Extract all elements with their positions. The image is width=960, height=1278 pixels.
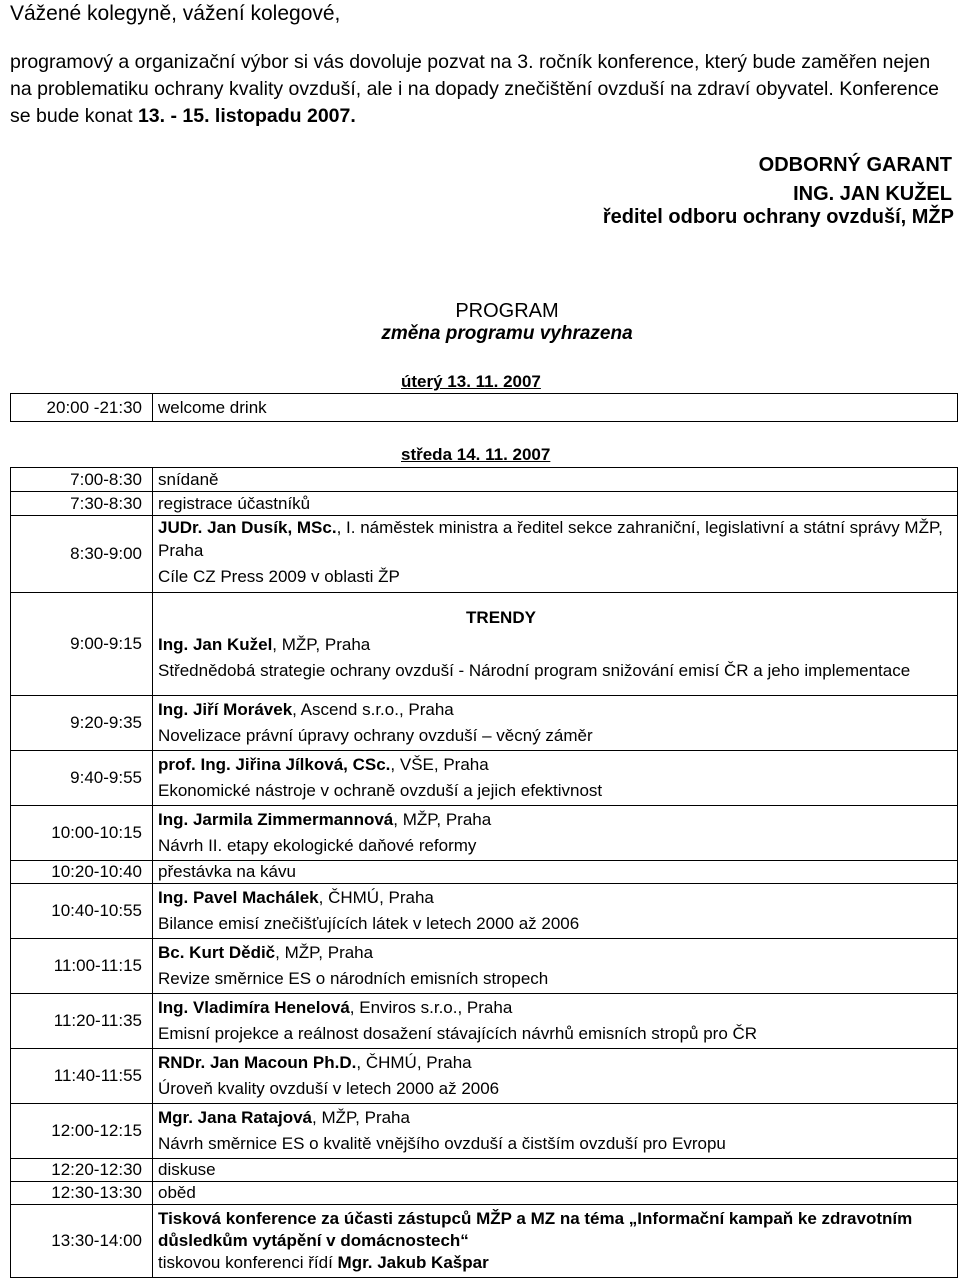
table-row [11,492,958,516]
item-cell [153,1049,958,1104]
talk-topic: Emisní projekce a reálnost dosažení stávajících návrhů emisních stropů pro ČR [158,1024,758,1043]
speaker-affiliation: , Ascend s.r.o., Praha [292,700,454,719]
time-cell: 7:30-8:30 [11,492,153,516]
talk-topic: Revize směrnice ES o národních emisních stropech [158,969,549,988]
time-cell: 12:30-13:30 [11,1182,153,1205]
speaker-name: Ing. Vladimíra Henelová [158,998,350,1017]
time-cell: 9:20-9:35 [11,696,153,751]
talk-topic: Novelizace právní úpravy ochrany ovzduší – věcný záměr [158,726,593,745]
time-cell: 11:20-11:35 [11,994,153,1049]
item-cell: diskuse [153,1159,958,1182]
time-cell: 12:20-12:30 [11,1159,153,1182]
speaker-name: Ing. Jan Kužel [158,635,273,654]
speaker-affiliation: , MŽP, Praha [393,810,492,829]
speaker-name: Ing. Jiří Morávek [158,700,293,719]
greeting: Vážené kolegyně, vážení kolegové, [10,2,341,25]
table-row [11,751,958,806]
time-cell: 10:40-10:55 [11,884,153,939]
time-cell: 9:40-9:55 [11,751,153,806]
speaker-name: prof. Ing. Jiřina Jílková, CSc. [158,755,391,774]
item-cell [153,516,958,593]
time-cell: 13:30-14:00 [11,1205,153,1278]
table-row [11,994,958,1049]
day2-table [10,467,958,1278]
time-cell: 10:20-10:40 [11,861,153,884]
program-title: PROGRAM [455,300,559,322]
speaker-affiliation: , MŽP, Praha [275,943,374,962]
day2-label: středa 14. 11. 2007 [401,445,551,464]
table-row [11,468,958,492]
garant-title: ODBORNÝ GARANT [758,154,952,176]
speaker-affiliation: , VŠE, Praha [390,755,489,774]
time-cell: 12:00-12:15 [11,1104,153,1159]
day1-table [10,393,958,422]
intro-text: programový a organizační výbor si vás dovoluje pozvat na 3. ročník konference, který bude zaměřen nejen na problematiku ochrany kvality ovzduší, ale i na dopady znečištění ovzduší na zdraví obyvatel. Konference se bude konat [10,51,939,127]
speaker-name: Ing. Jarmila Zimmermannová [158,810,394,829]
speaker-affiliation: , MŽP, Praha [272,635,371,654]
time-cell: 10:00-10:15 [11,806,153,861]
press-moderator-name: Mgr. Jakub Kašpar [337,1253,489,1272]
table-row [11,516,958,593]
item-cell [153,994,958,1049]
speaker-name: Ing. Pavel Machálek [158,888,319,907]
time-cell: 11:40-11:55 [11,1049,153,1104]
conference-dates: 13. - 15. listopadu 2007. [137,105,356,127]
item-cell: welcome drink [153,394,958,422]
item-cell: oběd [153,1182,958,1205]
day1-label: úterý 13. 11. 2007 [401,372,541,391]
press-conference-title: Tisková konference za účasti zástupců MŽP a MZ na téma „Informační kampaň ke zdravotním důsledkům vytápění v domácnostech“ [158,1209,913,1250]
section-trendy: TRENDY [466,608,536,627]
speaker-affiliation: , Enviros s.r.o., Praha [349,998,513,1017]
item-cell [153,1104,958,1159]
table-row [11,861,958,884]
program-subtitle: změna programu vyhrazena [381,323,633,344]
table-row [11,939,958,994]
table-row [11,1182,958,1205]
item-cell [153,884,958,939]
speaker-name: Bc. Kurt Dědič [158,943,276,962]
item-cell [153,593,958,696]
table-row [11,593,958,696]
table-row [11,884,958,939]
item-cell [153,1205,958,1278]
time-cell: 11:00-11:15 [11,939,153,994]
press-moderator-label: tiskovou konferenci řídí [158,1253,338,1272]
talk-topic: Cíle CZ Press 2009 v oblasti ŽP [158,567,400,586]
time-cell: 7:00-8:30 [11,468,153,492]
speaker-name: Mgr. Jana Ratajová [158,1108,313,1127]
talk-topic: Návrh II. etapy ekologické daňové reformy [158,836,477,855]
time-cell: 9:00-9:15 [11,593,153,696]
speaker-name: JUDr. Jan Dusík, MSc. [158,518,337,537]
talk-topic: Návrh směrnice ES o kvalitě vnějšího ovzduší a čistším ovzduší pro Evropu [158,1134,726,1153]
speaker-affiliation: , ČHMÚ, Praha [356,1053,472,1072]
speaker-name: RNDr. Jan Macoun Ph.D. [158,1053,357,1072]
speaker-affiliation: , MŽP, Praha [312,1108,410,1127]
item-cell: snídaně [153,468,958,492]
garant-name: ING. JAN KUŽEL [793,183,952,205]
item-cell [153,806,958,861]
table-row [11,1049,958,1104]
garant-role: ředitel odboru ochrany ovzduší, MŽP [602,206,954,228]
talk-topic: Střednědobá strategie ochrany ovzduší - Národní program snižování emisí ČR a jeho implementace [158,661,911,680]
talk-topic: Úroveň kvality ovzduší v letech 2000 až 2006 [158,1079,500,1098]
table-row [11,1104,958,1159]
item-cell [153,696,958,751]
speaker-affiliation: , ČHMÚ, Praha [318,888,434,907]
time-cell: 8:30-9:00 [11,516,153,593]
table-row [11,1205,958,1278]
item-cell [153,751,958,806]
speaker-affiliation: , I. náměstek ministra a ředitel sekce zahraniční, legislativní a státní správy MŽP, Praha [158,518,943,560]
intro-paragraph [10,49,955,130]
talk-topic: Bilance emisí znečišťujících látek v letech 2000 až 2006 [158,914,580,933]
item-cell: registrace účastníků [153,492,958,516]
item-cell [153,939,958,994]
table-row [11,1159,958,1182]
table-row [11,806,958,861]
table-row [11,394,958,422]
talk-topic: Ekonomické nástroje v ochraně ovzduší a jejich efektivnost [158,781,603,800]
time-cell: 20:00 -21:30 [11,394,153,422]
table-row [11,696,958,751]
item-cell: přestávka na kávu [153,861,958,884]
